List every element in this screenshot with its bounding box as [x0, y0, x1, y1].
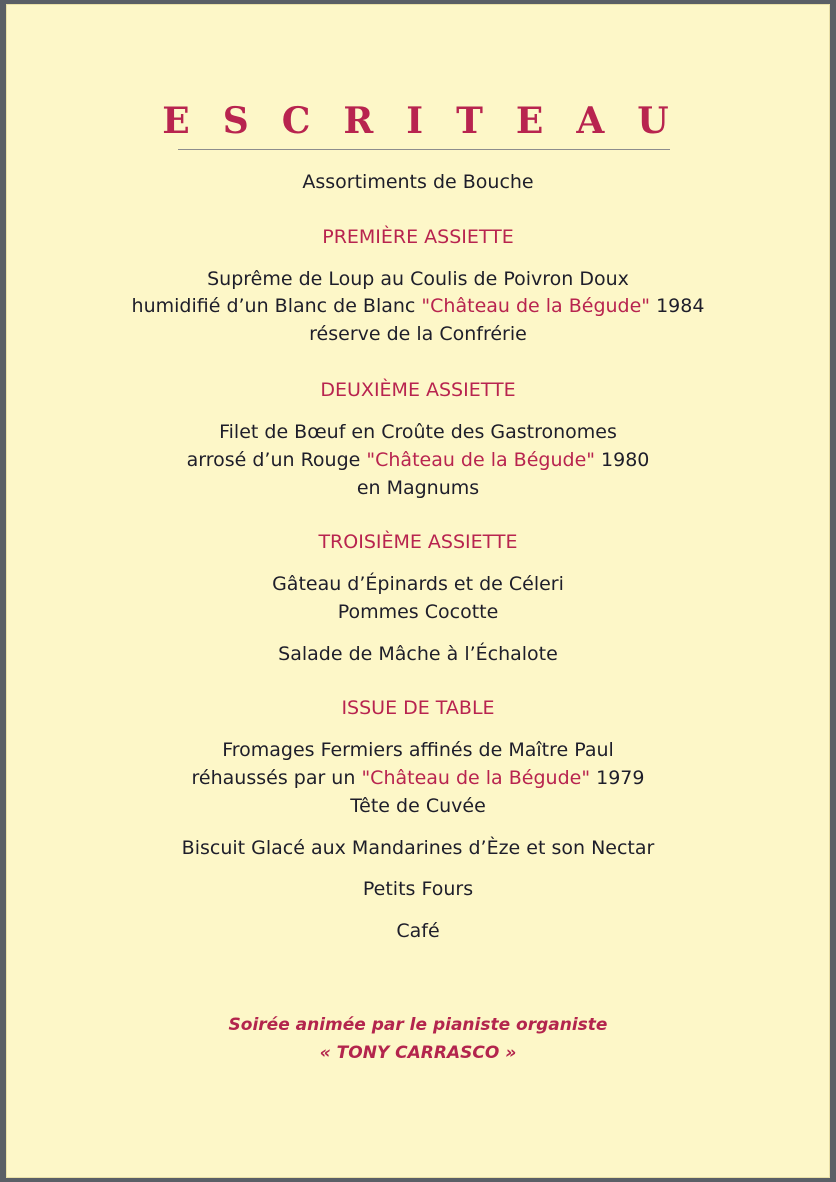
troisieme-heading: TROISIÈME ASSIETTE	[318, 531, 518, 553]
issue-line-2	[0, 767, 836, 789]
issue-wine: "Château de la Bégude"	[361, 767, 591, 789]
deuxieme-wine: "Château de la Bégude"	[366, 449, 595, 471]
issue-line-2-text: réhaussés par un	[191, 767, 362, 789]
menu-title: ESCRITEAU	[162, 100, 702, 142]
premiere-wine: "Château de la Bégude"	[421, 295, 651, 317]
title-divider	[178, 149, 670, 150]
footer-line-2: « TONY CARRASCO »	[319, 1043, 517, 1063]
deuxieme-line-3: en Magnums	[356, 477, 480, 499]
premiere-heading: PREMIÈRE ASSIETTE	[322, 226, 514, 248]
premiere-line-3: réserve de la Confrérie	[309, 323, 527, 345]
issue-line-3: Tête de Cuvée	[350, 795, 486, 817]
premiere-line-2	[0, 295, 836, 317]
issue-line-6: Café	[396, 920, 440, 942]
issue-line-5: Petits Fours	[362, 878, 474, 900]
deuxieme-wine-year: 1980	[595, 449, 650, 471]
premiere-wine-year: 1984	[650, 295, 705, 317]
deuxieme-line-2-text: arrosé d’un Rouge	[186, 449, 367, 471]
deuxieme-heading: DEUXIÈME ASSIETTE	[320, 379, 516, 401]
issue-line-1: Fromages Fermiers affinés de Maître Paul	[222, 739, 614, 761]
troisieme-line-2: Pommes Cocotte	[337, 601, 499, 623]
troisieme-line-1: Gâteau d’Épinards et de Céleri	[272, 573, 564, 595]
amuse-bouche: Assortiments de Bouche	[302, 171, 534, 193]
issue-heading: ISSUE DE TABLE	[341, 697, 495, 719]
deuxieme-line-1: Filet de Bœuf en Croûte des Gastronomes	[219, 421, 617, 443]
premiere-line-1: Suprême de Loup au Coulis de Poivron Doux	[207, 268, 629, 290]
deuxieme-line-2	[0, 449, 836, 471]
premiere-line-2-text: humidifié d’un Blanc de Blanc	[131, 295, 422, 317]
issue-line-4: Biscuit Glacé aux Mandarines d’Èze et son Nectar	[181, 837, 655, 859]
issue-wine-year: 1979	[590, 767, 645, 789]
footer-line-1: Soirée animée par le pianiste organiste	[228, 1015, 608, 1035]
troisieme-line-3: Salade de Mâche à l’Échalote	[278, 643, 558, 665]
